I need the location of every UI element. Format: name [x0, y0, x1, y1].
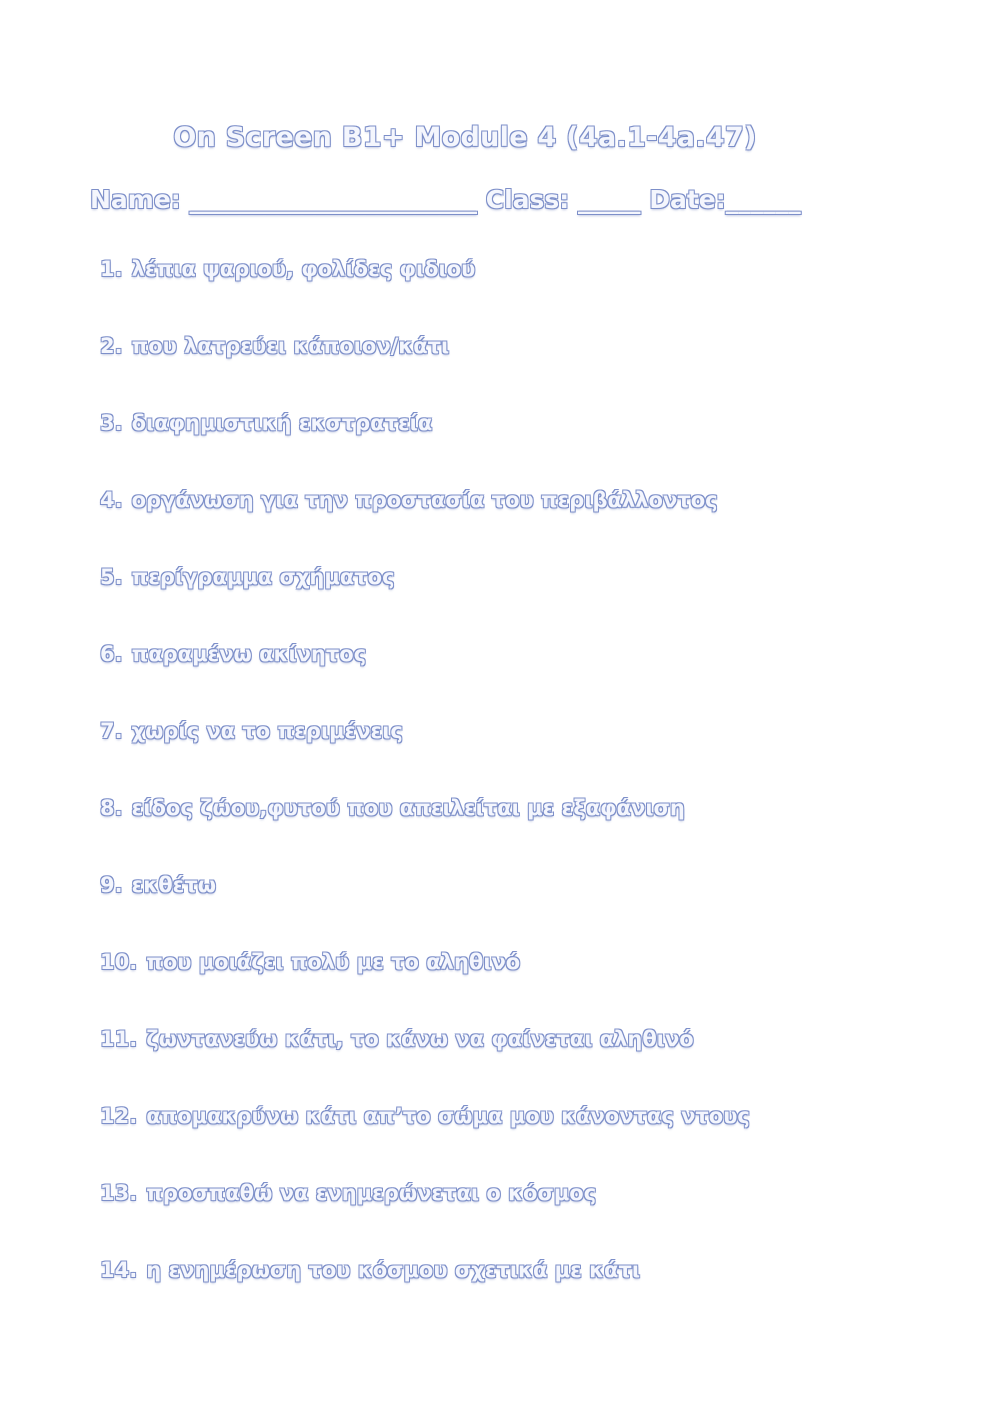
item-number: 9. [100, 873, 123, 897]
item-number: 7. [100, 719, 123, 743]
student-info-line [90, 185, 801, 214]
item-text: η ενημέρωση του κόσμου σχετικά με κάτι [146, 1258, 641, 1282]
list-item [100, 716, 750, 793]
name-blank: _______________________ [189, 185, 478, 214]
list-item [100, 331, 750, 408]
list-item [100, 1255, 750, 1332]
item-number: 13. [100, 1181, 138, 1205]
list-item [100, 562, 750, 639]
item-number: 10. [100, 950, 138, 974]
item-text: παραμένω ακίνητος [131, 642, 367, 666]
date-label: Date: [649, 185, 726, 214]
list-item [100, 1101, 750, 1178]
list-item [100, 947, 750, 1024]
list-item [100, 1178, 750, 1255]
item-number: 1. [100, 257, 123, 281]
date-blank: ______ [725, 185, 801, 214]
item-text: εκθέτω [131, 873, 216, 897]
item-text: ζωντανεύω κάτι, το κάνω να φαίνεται αληθινό [146, 1027, 694, 1051]
name-label: Name: [90, 185, 181, 214]
list-item [100, 793, 750, 870]
item-text: περίγραμμα σχήματος [131, 565, 395, 589]
list-item [100, 254, 750, 331]
item-number: 14. [100, 1258, 138, 1282]
item-text: που λατρεύει κάποιον/κάτι [131, 334, 450, 358]
item-text: είδος ζώου,φυτού που απειλείται με εξαφάνιση [131, 796, 685, 820]
item-number: 4. [100, 488, 123, 512]
item-text: απομακρύνω κάτι απ’το σώμα μου κάνοντας ντους [146, 1104, 750, 1128]
item-text: χωρίς να το περιμένεις [131, 719, 403, 743]
item-number: 11. [100, 1027, 138, 1051]
class-blank: _____ [578, 185, 641, 214]
item-text: που μοιάζει πολύ με το αληθινό [146, 950, 521, 974]
list-item [100, 1024, 750, 1101]
item-number: 3. [100, 411, 123, 435]
item-number: 2. [100, 334, 123, 358]
list-item [100, 639, 750, 716]
list-item [100, 485, 750, 562]
item-number: 6. [100, 642, 123, 666]
list-item [100, 408, 750, 485]
item-number: 8. [100, 796, 123, 820]
page-title: On Screen B1+ Module 4 (4a.1-4a.47) [173, 122, 757, 153]
class-label: Class: [485, 185, 570, 214]
item-text: διαφημιστική εκστρατεία [131, 411, 433, 435]
item-number: 12. [100, 1104, 138, 1128]
vocabulary-list [100, 254, 750, 1332]
item-text: λέπια ψαριού, φολίδες φιδιού [131, 257, 476, 281]
list-item [100, 870, 750, 947]
item-text: προσπαθώ να ενημερώνεται ο κόσμος [146, 1181, 597, 1205]
item-number: 5. [100, 565, 123, 589]
item-text: οργάνωση για την προστασία του περιβάλλοντος [131, 488, 718, 512]
